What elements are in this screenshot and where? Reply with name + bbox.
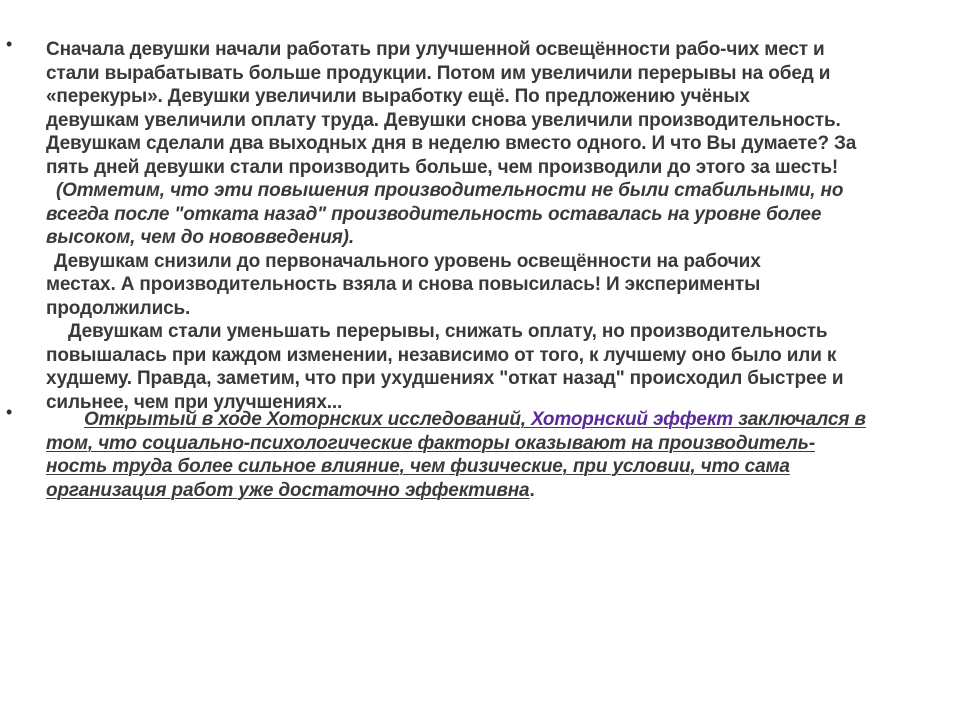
text-line: повышалась при каждом изменении, независимо от того, к лучшему оно было или к	[46, 344, 837, 366]
text-line: Девушкам снизили до первоначального уровень освещённости на рабочих	[54, 250, 761, 272]
text-line: пять дней девушки стали производить больше, чем производили до этого за шесть!	[46, 156, 839, 178]
bullet-2: •	[6, 402, 13, 422]
text-line: худшему. Правда, заметим, что при ухудшениях "откат назад" происходил быстрее и	[46, 368, 844, 389]
underlined-text: Открытый в ходе Хоторнских исследований,	[84, 409, 532, 430]
text-line: девушкам увеличили оплату труда. Девушки снова увеличили производительность.	[46, 109, 841, 131]
underlined-text-line: ность труда более сильное влияние, чем физические, при условии, что сама	[46, 456, 790, 477]
text-line: Девушкам сделали два выходных дня в неделю вместо одного. И что Вы думаете? За	[46, 133, 857, 154]
text-line	[46, 479, 951, 503]
text-line: стали вырабатывать больше продукции. Потом им увеличили перерывы на обед и	[46, 62, 831, 84]
text-line: «перекуры». Девушки увеличили выработку ещё. По предложению учёных	[46, 86, 750, 107]
underlined-text: организация работ уже достаточно эффективна	[46, 479, 530, 501]
text-line: местах. А производительность взяла и снова повысилась! И эксперименты	[46, 274, 761, 295]
text-line: Девушкам стали уменьшать перерывы, снижать оплату, но производительность	[68, 321, 828, 342]
text-line: продолжились.	[46, 297, 191, 319]
underlined-text-line: том, что социально-психологические факторы оказывают на производитель-	[46, 432, 815, 454]
period: .	[529, 479, 535, 501]
underlined-text: заключался в	[733, 409, 866, 430]
italic-note-line: высоком, чем до нововведения).	[46, 227, 354, 248]
italic-note-line: (Отметим, что эти повышения производительности не были стабильными, но	[56, 180, 844, 201]
hawthorne-effect-link[interactable]: Хоторнский эффект	[531, 409, 734, 430]
text-line: Сначала девушки начали работать при улучшенной освещённости рабо-чих мест и	[46, 39, 825, 60]
italic-note-line: всегда после "отката назад" производительность оставалась на уровне более	[46, 203, 822, 225]
text-line: сильнее, чем при улучшениях...	[46, 391, 343, 413]
paragraph-hawthorne-effect	[46, 408, 951, 502]
bullet-1: •	[6, 34, 13, 54]
paragraph-experiment-description	[46, 38, 951, 414]
text-line	[46, 408, 951, 432]
